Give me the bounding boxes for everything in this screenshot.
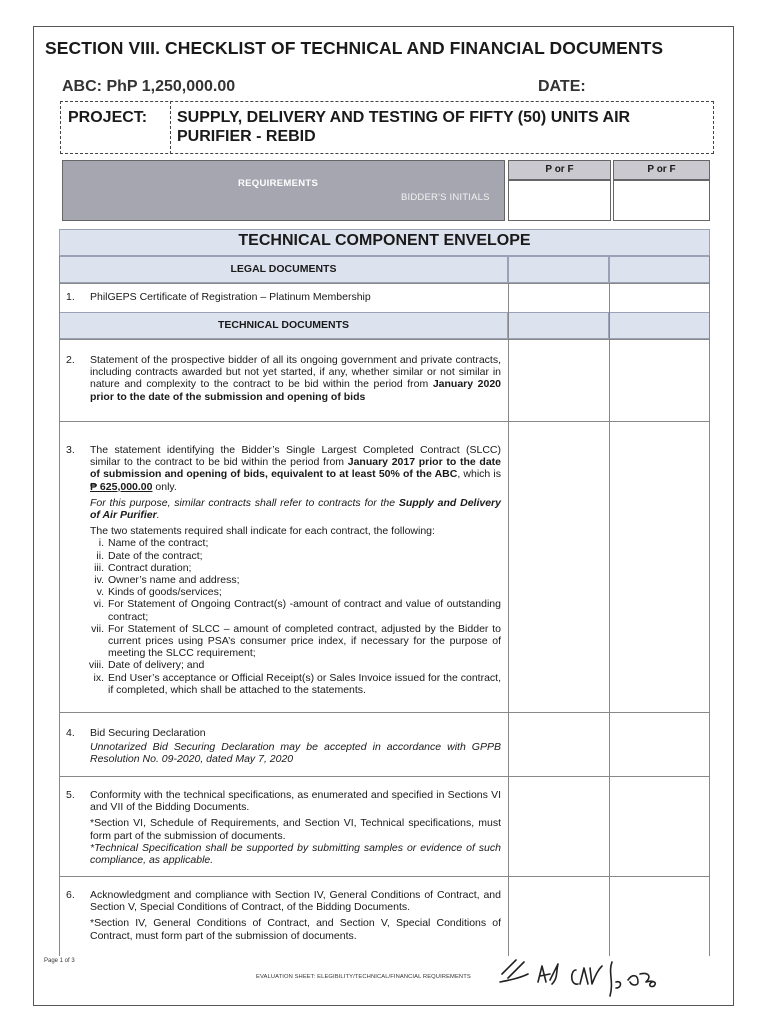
list-item: viii. Date of delivery; and	[88, 659, 205, 672]
list-item: i. Name of the contract;	[98, 537, 209, 550]
item-number: 2.	[66, 354, 75, 366]
item-number: 5.	[66, 789, 75, 801]
row-divider	[59, 421, 710, 422]
list-item: ix. End User’s acceptance or Official Receipt(s) or Sales Invoice issued for the contract, if completed, which shall be attached to the statements.	[93, 671, 501, 696]
item-number: 3.	[66, 444, 75, 456]
page-title: SECTION VIII. CHECKLIST OF TECHNICAL AND FINANCIAL DOCUMENTS	[45, 38, 664, 58]
list-item: ii. Date of the contract;	[96, 549, 203, 562]
pf-header-2: P or F	[613, 160, 710, 180]
technical-pf-cell-2	[609, 312, 710, 339]
date-label: DATE:	[538, 78, 586, 95]
technical-documents-band: TECHNICAL DOCUMENTS	[59, 312, 508, 339]
item-text: Statement of the prospective bidder of all its ongoing government and private contracts, including contracts awarded but not yet started, if any, whether similar or not similar in nature and complexity to the contract to be bid within the period from January 2020 prior to the date of the submission and opening of bids	[90, 354, 501, 403]
abc-value: PhP 1,250,000.00	[106, 78, 236, 95]
abc-amount	[62, 78, 235, 96]
handwritten-initials	[498, 952, 678, 1002]
row-divider	[59, 339, 710, 340]
requirements-label: REQUIREMENTS	[238, 178, 319, 189]
item-text: The statement identifying the Bidder’s Single Largest Completed Contract (SLCC) similar to the contract to be bid within the period from January 2017 prior to the date of submission and opening of bids, equivalent to at least 50% of the ABC, which is ₱ 625,000.00 only. For this purpose, similar contracts shall refer to contracts for the Supply and Delivery of Air Purifier. The two statements required shall indicate for each contract, the following: i. Name of the contract; ii. Date of the contract; iii. Contract duration; iv. Owner’s name and address; v. Kinds of goods/services; vi. For Statement of Ongoing Contract(s) -amount of contract and value of outstanding contract; vii. For Statement of SLCC – amount of completed contract, adjusted by the Bidder to current prices using PSA’s consumer price index, if necessary for the purpose of meeting the SLCC requirement; viii. Date of delivery; and ix. End User’s acceptance or Official Receipt(s) or Sales Invoice issued for the contract, if completed, which shall be attached to the statements.	[88, 444, 502, 696]
list-item: iv. Owner’s name and address;	[94, 574, 240, 587]
bidders-initials-label: BIDDER'S INITIALS	[401, 192, 490, 203]
item-text: Acknowledgment and compliance with Section IV, General Conditions of Contract, and Section V, Special Conditions of Contract, of the Bidding Documents. *Section IV, General Conditions of Contract, and Section V, Special Conditions of Contract, must form part of the submission of documents.	[90, 889, 501, 942]
legal-pf-cell-2	[609, 256, 710, 283]
pf-header-1: P or F	[508, 160, 611, 180]
item-number: 4.	[66, 727, 75, 739]
requirements-header	[62, 160, 505, 221]
item-number: 6.	[66, 889, 75, 901]
list-item: vi. For Statement of Ongoing Contract(s) -amount of contract and value of outstanding contract;	[93, 598, 501, 623]
item-text: PhilGEPS Certificate of Registration – Platinum Membership	[90, 291, 371, 303]
row-divider	[59, 712, 710, 713]
table-col-divider-2	[609, 283, 610, 956]
page-number: Page 1 of 3	[44, 958, 75, 964]
footer-label: EVALUATION SHEET: ELEGIBILITY/TECHNICAL/FINANCIAL REQUIREMENTS	[256, 974, 471, 980]
envelope-title: TECHNICAL COMPONENT ENVELOPE	[238, 232, 531, 249]
project-divider	[170, 101, 171, 154]
list-item: iii. Contract duration;	[94, 561, 192, 574]
list-item: v. Kinds of goods/services;	[96, 586, 222, 599]
project-title: SUPPLY, DELIVERY AND TESTING OF FIFTY (50) UNITS AIR PURIFIER - REBID	[177, 109, 631, 145]
table-left-border	[59, 256, 60, 956]
table-right-border	[709, 256, 710, 956]
row-divider	[59, 283, 710, 284]
abc-label: ABC:	[62, 78, 102, 95]
item-text: Conformity with the technical specifications, as enumerated and specified in Sections VI and VII of the Bidding Documents. *Section VI, Schedule of Requirements, and Section VI, Technical specifications, must form part of the submission of documents. *Technical Specification shall be supported by submitting samples or evidence of such compliance, as applicable.	[90, 789, 501, 867]
initials-box-1[interactable]	[508, 180, 611, 221]
project-label: PROJECT:	[68, 109, 148, 126]
row-divider	[59, 776, 710, 777]
item-number: 1.	[66, 291, 75, 303]
item-text: Bid Securing Declaration Unnotarized Bid Securing Declaration may be accepted in accordance with GPPB Resolution No. 09-2020, dated May 7, 2020	[90, 727, 501, 766]
technical-pf-cell-1	[508, 312, 609, 339]
list-item: vii. For Statement of SLCC – amount of completed contract, adjusted by the Bidder to current prices using PSA’s consumer price index, if necessary for the purpose of meeting the SLCC requirement;	[91, 622, 501, 660]
initials-box-2[interactable]	[613, 180, 710, 221]
table-col-divider-1	[508, 283, 509, 956]
contract-details-list	[90, 537, 501, 696]
legal-pf-cell-1	[508, 256, 609, 283]
row-divider	[59, 876, 710, 877]
legal-documents-band: LEGAL DOCUMENTS	[59, 256, 508, 283]
